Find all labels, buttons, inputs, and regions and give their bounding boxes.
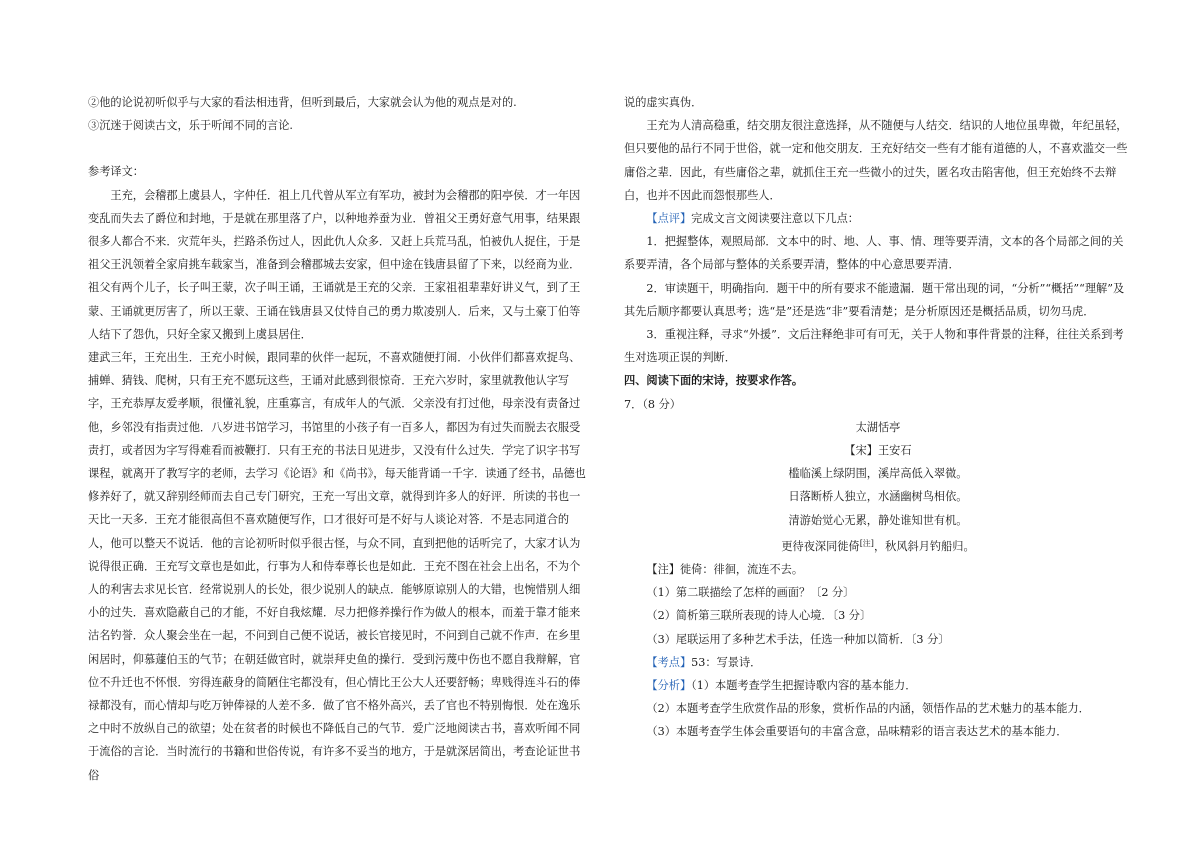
poem-author: 【宋】王安石 <box>844 444 912 458</box>
point-1: 1．把握整体，观照局部．文本中的时、地、人、事、情、理等要弄清，文本的各个局部之间的关系要弄清，各个局部与整体的关系要弄清，整体的中心意思要弄清． <box>624 235 1124 272</box>
kaodian-text: 53：写景诗． <box>691 655 762 669</box>
kaodian-tag: 【考点】 <box>646 655 692 669</box>
translation-paragraph-2: 建武三年，王充出生．王充小时候，跟同辈的伙伴一起玩，不喜欢随便打闹．小伙伴们都喜欢捉鸟、捕蝉、猜钱、爬树，只有王充不愿玩这些，王诵对此感到很惊奇．王充六岁时，家里就教他认字写字，王充恭厚友爱孝顺，很懂礼貌，庄重寡言，有成年人的气派．父亲没有打过他，母亲没有责备过他，乡邻没有指责过他．八岁进书馆学习，书馆里的小孩子有一百多人，都因为有过失而脱去衣服受责打，或者因为字写得难看而被鞭打．只有王充的书法日见进步，又没有什么过失．学完了识字书写课程，就离开了教写字的老师，去学习《论语》和《尚书》，每天能背诵一千字．读通了经书，品德也修养好了，就又辞别经师而去自己专门研究，王充一写出文章，就得到许多人的好评．所读的书也一天比一天多．王充才能很高但不喜欢随便写作，口才很好可是不好与人谈论对答．不是志同道合的人，他可以整天不说话．他的言论初听时似乎很古怪，与众不同，直到把他的话听完了，大家才认为说得很正确．王充写文章也是如此，行事为人和侍奉尊长也是如此．王充不图在社会上出名，不为个人的利害去求见长官．经常说别人的长处，很少说别人的缺点．能够原谅别人的大错，也惋惜别人细小的过失．喜欢隐蔽自己的才能，不好自我炫耀．尽力把修养操行作为做人的根本，而羞于靠才能来沽名钓誉．众人聚会坐在一起，不问到自己便不说话，被长官接见时，不问到自己就不作声．在乡里闲居时，仰慕蘧伯玉的气节；在朝廷做官时，就崇拜史鱼的操行．受到污蔑中伤也不愿自我辩解，官位不升迁也不怀恨．穷得连蔽身的简陋住宅都没有，但心情比王公大人还要舒畅；卑贱得连斗石的俸禄都没有，而心情却与吃万钟俸禄的人差不多．做了官不格外高兴，丢了官也不特别悔恨．处在逸乐之中时不放纵自己的欲望；处在贫者的时候也不降低自己的气节．爱广泛地阅读古书，喜欢听闻不同于流俗的言论．当时流行的书籍和世俗传说，有许多不妥当的地方，于是就深居简出，考查论证世书俗 <box>88 351 586 782</box>
fenxi-3: （3）本题考查学生体会重要语句的丰富含意，品味精彩的语言表达艺术的基本能力． <box>646 725 1068 739</box>
poem-note-mark: [注] <box>859 538 874 548</box>
sub-question-1: （1）第二联描绘了怎样的画面？〔2 分〕 <box>646 586 855 600</box>
poem-line-1: 槛临溪上绿阴围，溪岸高低入翠微。 <box>788 467 968 481</box>
poem-line-2: 日落断桥人独立，水涵幽树鸟相依。 <box>788 490 968 504</box>
fenxi-tag: 【分析】 <box>646 679 692 693</box>
poem-line-4-b: ，秋风斜月钓船归。 <box>873 539 975 553</box>
kaodian-line <box>624 651 1132 674</box>
dianping-tag: 【点评】 <box>646 212 692 226</box>
poem-line-4-a: 更待夜深同徙倚 <box>781 539 860 553</box>
poem-line-4 <box>624 532 1132 558</box>
section-4-heading: 四、阅读下面的宋诗，按要求作答。 <box>624 373 804 388</box>
left-column <box>88 91 588 787</box>
fenxi-text: （1）本题考查学生把握诗歌内容的基本能力． <box>691 679 917 693</box>
poem-title: 太湖恬亭 <box>855 420 901 434</box>
sub-question-2: （2）简析第三联所表现的诗人心境．〔3 分〕 <box>646 609 872 623</box>
translation-title: 参考译文： <box>88 165 144 179</box>
translation-paragraph-1: 王充，会稽郡上虞县人，字仲任．祖上几代曾从军立有军功，被封为会稽郡的阳亭侯．才一年因变乱而失去了爵位和封地，于是就在那里落了户，以种地养蚕为业．曾祖父王勇好意气用事，结果跟很多人都合不来．灾荒年头，拦路杀伤过人，因此仇人众多．又赶上兵荒马乱，怕被仇人捉住，于是祖父王汎领着全家肩挑车载家当，准备到会稽郡城去安家，但中途在钱唐县留了下来，以经商为业．祖父有两个儿子，长子叫王蒙，次子叫王诵，王诵就是王充的父亲．王家祖祖辈辈好讲义气，到了王蒙、王诵就更厉害了，所以王蒙、王诵在钱唐县又仗恃自己的勇力欺凌别人．后来，又与土豪丁伯等人结下了怨仇，只好全家又搬到上虞县居住． <box>88 188 581 341</box>
fenxi-line <box>624 674 1132 697</box>
answer-item-3: ③沉迷于阅读古文，乐于听闻不同的言论. <box>88 119 293 133</box>
poem-line-3: 清游始觉心无累，静处谁知世有机。 <box>788 513 968 527</box>
dianping-text: 完成文言文阅读要注意以下几点： <box>691 212 859 226</box>
point-2: 2．审读题干，明确指向．题干中的所有要求不能遗漏．题干常出现的词，“分析”“概括”“理解”及其先后顺序都要认真思考；选“是”还是选“非”要看清楚；是分析原因还是概括品质，切勿马虎． <box>624 281 1125 318</box>
sub-question-3: （3）尾联运用了多种艺术手法，任选一种加以简析．〔3 分〕 <box>646 632 950 646</box>
point-3: 3．重视注释，寻求“外援”．文后注释绝非可有可无，关于人物和事件背景的注释，往往关系到考生对选项正误的判断． <box>624 328 1124 365</box>
answer-item-2: ②他的论说初听似乎与大家的看法相违背，但听到最后，大家就会认为他的观点是对的. <box>88 96 517 109</box>
poem-note: 【注】徙倚：徘徊，流连不去。 <box>646 563 804 577</box>
dianping-line <box>624 207 1132 230</box>
spacer <box>88 137 588 160</box>
translation-paragraph-3: 王充为人清高稳重，结交朋友很注意选择，从不随便与人结交．结识的人地位虽卑微，年纪虽轻，但只要他的品行不同于世俗，就一定和他交朋友．王充好结交一些有才能有道德的人，不喜欢滥交一些庸俗之辈．因此，有些庸俗之辈，就抓住王充一些微小的过失，匿名攻击陷害他，但王充始终不去辩白，也并不因此而怨恨那些人． <box>624 119 1128 202</box>
right-column <box>624 91 1132 744</box>
question-7-label: 7．（8 分） <box>624 397 681 411</box>
fenxi-2: （2）本题考查学生欣赏作品的形象，赏析作品的内涵，领悟作品的艺术魅力的基本能力． <box>646 702 1090 716</box>
translation-continuation: 说的虚实真伪． <box>624 96 703 109</box>
